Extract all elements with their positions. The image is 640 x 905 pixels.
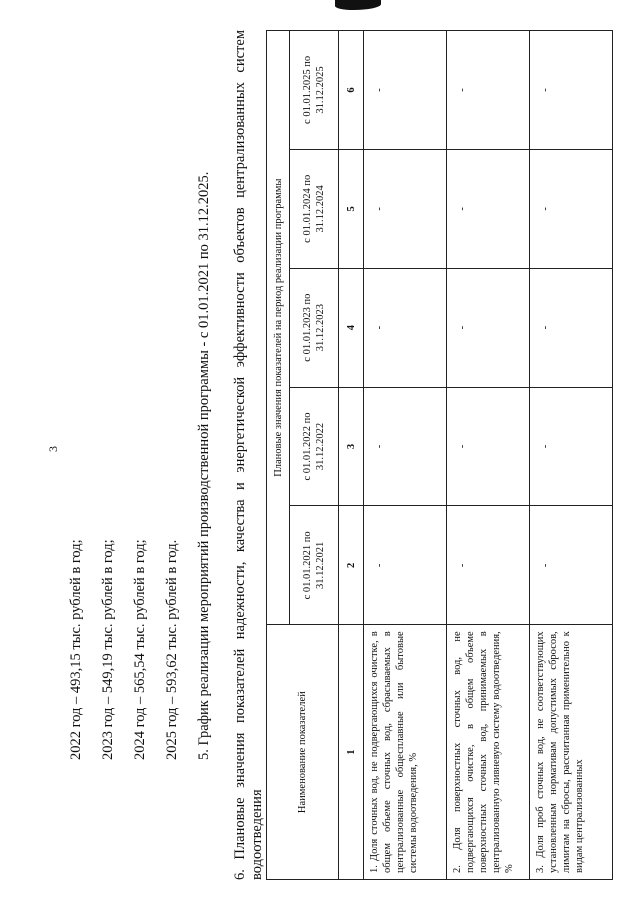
indicator-name: 3. Доля проб сточных вод, не соответствующих установленным нормативам допустимых сбросов, лимитам на сбросы, рассчитанная применительно к видам централизованных: [530, 625, 613, 880]
intro-line-2025: 2025 год – 593,62 тыс. рублей в год.: [164, 539, 180, 760]
column-number: 5: [339, 149, 364, 268]
column-number: 3: [339, 387, 364, 506]
planned-values-header: Плановые значения показателей на период реализации программы: [267, 31, 290, 625]
indicator-value: -: [530, 268, 613, 387]
indicators-table: [266, 30, 613, 880]
indicator-value: -: [530, 387, 613, 506]
period-2021-header: с 01.01.2021 по 31.12.2021: [290, 506, 339, 625]
indicator-value: -: [447, 31, 530, 150]
rotated-page-content: [60, 30, 585, 880]
indicator-value: -: [530, 149, 613, 268]
intro-line-2023: 2023 год – 549,19 тыс. рублей в год;: [100, 539, 116, 760]
indicator-value: -: [364, 506, 447, 625]
period-2024-header: с 01.01.2024 по 31.12.2024: [290, 149, 339, 268]
indicator-value: -: [364, 387, 447, 506]
column-number: 4: [339, 268, 364, 387]
intro-line-2022: 2022 год – 493,15 тыс. рублей в год;: [68, 539, 84, 760]
indicator-value: -: [364, 149, 447, 268]
indicator-name: 2. Доля поверхностных сточных вод, не подвергающихся очистке, в общем объеме поверхностных сточных вод, принимаемых в централизованную ливневую систему водоотведения, %: [447, 625, 530, 880]
indicator-value: -: [530, 31, 613, 150]
table-row: [530, 31, 613, 880]
indicator-value: -: [530, 506, 613, 625]
indicator-value: -: [447, 506, 530, 625]
table-row: [364, 31, 447, 880]
column-number: 1: [339, 625, 364, 880]
name-column-header: Наименование показателей: [267, 625, 339, 880]
section-6-title: 6. Плановые значения показателей надежности, качества и энергетической эффективности объектов централизованных систем водоотведения: [232, 30, 265, 880]
intro-line-2024: 2024 год – 565,54 тыс. рублей в год;: [132, 539, 148, 760]
period-2023-header: с 01.01.2023 по 31.12.2023: [290, 268, 339, 387]
page-number: 3: [46, 446, 60, 452]
section-5-text: 5. График реализации мероприятий производственной программы - с 01.01.2021 по 31.12.2025.: [196, 171, 212, 760]
indicator-value: -: [447, 268, 530, 387]
indicator-value: -: [364, 31, 447, 150]
table-row: [447, 31, 530, 880]
scan-mark: [335, 0, 381, 10]
indicator-value: -: [447, 387, 530, 506]
indicator-name: 1. Доля сточных вод, не подвергающихся очистке, в общем объеме сточных вод, сбрасываемых в централизованные общесплавные или бытовые системы водоотведения, %: [364, 625, 447, 880]
indicator-value: -: [364, 268, 447, 387]
indicator-value: -: [447, 149, 530, 268]
period-2025-header: с 01.01.2025 по 31.12.2025: [290, 31, 339, 150]
column-number: 2: [339, 506, 364, 625]
period-2022-header: с 01.01.2022 по 31.12.2022: [290, 387, 339, 506]
column-number: 6: [339, 31, 364, 150]
